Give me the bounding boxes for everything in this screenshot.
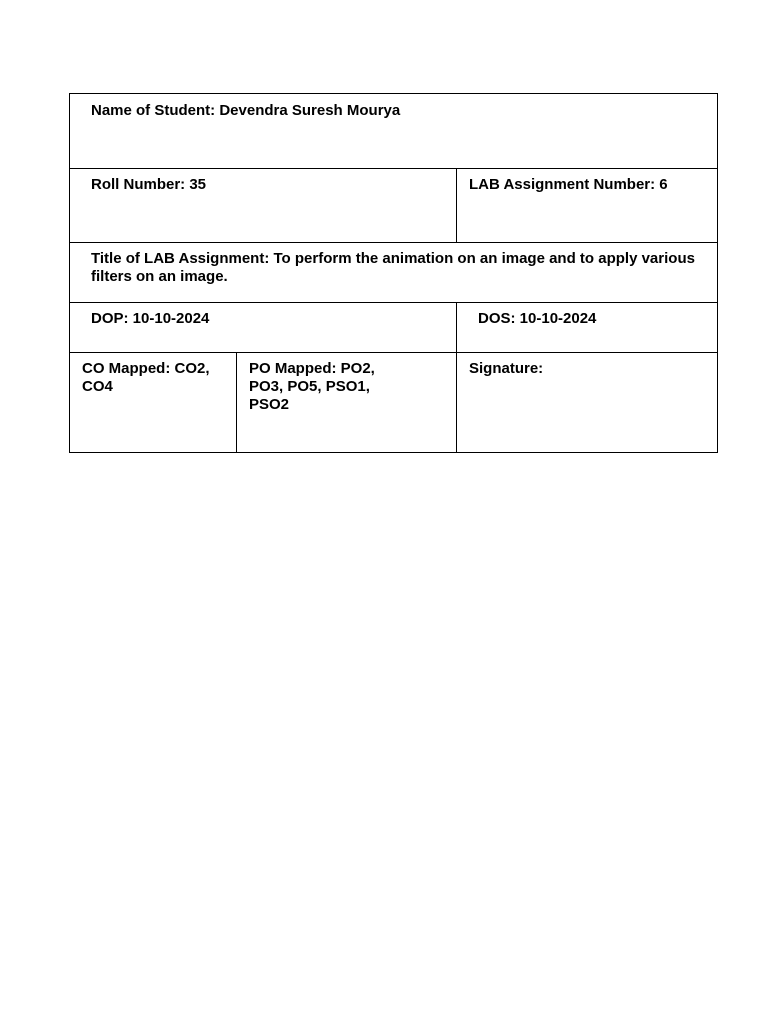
cell-student-name [70,94,717,168]
cell-lab-assignment-number [456,169,717,242]
row-roll-lab [70,169,717,243]
row-title [70,243,717,303]
cell-roll-number [70,169,456,242]
po-mapped-line-1: PO Mapped: PO2, [249,360,375,377]
cell-dop [70,303,456,352]
row-student-name [70,94,717,169]
co-mapped-line-1: CO Mapped: CO2, [82,360,210,377]
lab-assignment-number-text: LAB Assignment Number: 6 [469,176,668,193]
co-mapped-line-2: CO4 [82,378,113,395]
lab-cover-table [69,93,718,453]
student-name-text: Name of Student: Devendra Suresh Mourya [91,102,401,119]
signature-label: Signature: [469,360,544,377]
cell-po-mapped [236,353,456,452]
dos-text: DOS: 10-10-2024 [478,310,597,327]
roll-number-text: Roll Number: 35 [91,176,207,193]
row-mapping-signature [70,353,717,452]
cell-signature [456,353,717,452]
dop-text: DOP: 10-10-2024 [91,310,210,327]
po-mapped-line-3: PSO2 [249,396,290,413]
title-line-2: filters on an image. [91,268,228,285]
cell-title [70,243,717,302]
title-line-1: Title of LAB Assignment: To perform the animation on an image and to apply various [91,250,695,267]
row-dates [70,303,717,353]
cell-dos [456,303,717,352]
po-mapped-line-2: PO3, PO5, PSO1, [249,378,370,395]
cell-co-mapped [70,353,236,452]
